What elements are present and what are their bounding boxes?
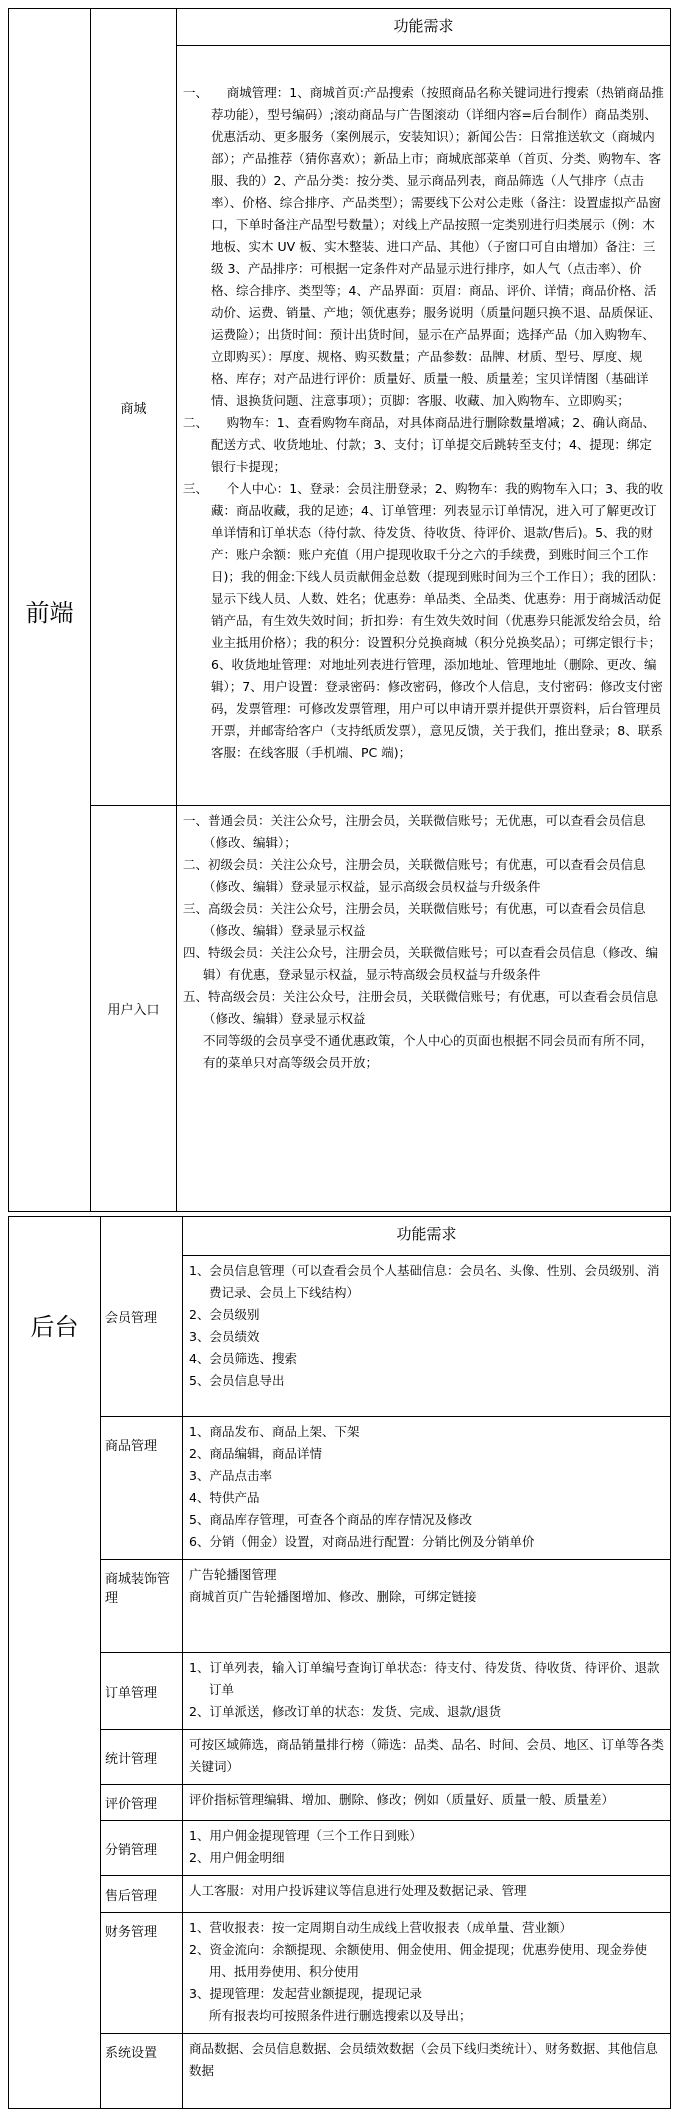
member-level-1: 一、普通会员：关注公众号，注册会员，关联微信账号；无优惠，可以查看会员信息（修改、编辑）； (183, 813, 646, 850)
backend-header-cell (183, 1217, 671, 1256)
mall-item-2: 二、 购物车：1、查看购物车商品，对具体商品进行删除数量增减；2、确认商品、配送方式、收货地址、付款；3、支付；订单提交后跳转至支付；4、提现：绑定银行卡提现； (183, 415, 656, 474)
member-level-2: 二、初级会员：关注公众号，注册会员，关联微信账号；有优惠，可以查看会员信息（修改、编辑）登录显示权益，显示高级会员权益与升级条件 (183, 857, 646, 894)
review-mgmt-category-cell (101, 1785, 183, 1821)
frontend-section-cell (9, 9, 91, 1212)
finance-mgmt-category: 财务管理 (105, 1925, 158, 1940)
member-mgmt-item-5: 5、会员信息导出 (189, 1373, 285, 1388)
frontend-header: 功能需求 (393, 17, 454, 35)
system-settings-line: 商品数据、会员信息数据、会员绩效数据（会员下线归类统计）、财务数据、其他信息数据 (189, 2041, 658, 2078)
mall-item-3: 三、 个人中心：1、登录：会员注册登录；2、购物车：我的购物车入口；3、我的收藏：商品收藏，我的足迹；4、订单管理：列表显示订单情况，进入可了解更改订单详情和订单状态（待付款、待发货、待收货、待评价、退款/售后)。5、我的财产：账户余额：账户充值（用户提现收取千分之六的手续费，到账时间三个工作日)；我的佣金:下线人员贡献佣金总数（提现到账时间为三个工作日）；我的团队：显示下线人员、人数、姓名；优惠券：单品类、全品类、优惠券：用于商城活动促销产品，有生效失效时间；折扣券：有生效失效时间（优惠券只能派发给会员，给业主抵用价格）；我的积分：设置积分兑换商城（积分兑换奖品）；可绑定银行卡；6、收货地址管理：对地址列表进行管理，添加地址、管理地址（删除、更改、编辑）；7、用户设置：登录密码：修改密码，修改个人信息，支付密码：修改支付密码，发票管理：可修改发票管理，用户可以申请开票并提供开票资料，后台管理员开票，并邮寄给客户（支持纸质发票），意见反馈，关于我们，推出登录；8、联系客服：在线客服（手机端、PC 端)； (183, 481, 664, 760)
review-mgmt-content (183, 1785, 671, 1821)
member-note: 不同等级的会员享受不通优惠政策，个人中心的页面也根据不同会员而有所不同，有的菜单只对高等级会员开放； (203, 1033, 654, 1070)
stats-mgmt-category-cell (101, 1730, 183, 1785)
frontend-section-label: 前端 (25, 598, 74, 627)
member-mgmt-item-2: 2、会员级别 (189, 1307, 260, 1322)
finance-mgmt-item-3: 3、提现管理：发起营业额提现，提现记录 (189, 1986, 422, 2001)
backend-section-label: 后台 (30, 1313, 79, 1341)
stats-mgmt-category: 统计管理 (105, 1751, 158, 1767)
member-mgmt-category-cell (101, 1217, 183, 1417)
aftersale-mgmt-content (183, 1876, 671, 1913)
mall-content-cell (177, 46, 671, 806)
dist-mgmt-item-2: 2、用户佣金明细 (189, 1850, 285, 1865)
dist-mgmt-content (183, 1821, 671, 1876)
product-mgmt-category: 商品管理 (105, 1439, 158, 1454)
decor-mgmt-content (183, 1560, 671, 1653)
backend-section-cell (9, 1217, 101, 2109)
finance-mgmt-note: 所有报表均可按照条件进行删选搜索以及导出； (209, 2008, 472, 2023)
product-mgmt-item-6: 6、分销（佣金）设置，对商品进行配置：分销比例及分销单价 (189, 1534, 535, 1549)
order-mgmt-content (183, 1653, 671, 1730)
product-mgmt-category-cell (101, 1417, 183, 1560)
finance-mgmt-category-cell (101, 1913, 183, 2034)
stats-mgmt-line: 可按区域筛选，商品销量排行榜（筛选：品类、品名、时间、会员、地区、订单等各类关键词） (189, 1737, 665, 1774)
review-mgmt-line: 评价指标管理编辑、增加、删除、修改；例如（质量好、质量一般、质量差） (189, 1792, 615, 1807)
frontend-header-cell (177, 9, 671, 46)
member-level-5: 五、特高级会员：关注公众号，注册会员，关联微信账号；有优惠，可以查看会员信息（修改、编辑）登录显示权益 (183, 989, 659, 1026)
member-mgmt-category: 会员管理 (105, 1311, 158, 1326)
finance-mgmt-content (183, 1913, 671, 2034)
backend-header: 功能需求 (396, 1225, 457, 1243)
decor-mgmt-line-2: 商城首页广告轮播图增加、修改、删除，可绑定链接 (189, 1589, 477, 1604)
product-mgmt-item-4: 4、特供产品 (189, 1490, 260, 1505)
member-mgmt-item-1: 1、会员信息管理（可以查看会员个人基础信息：会员名、头像、性别、会员级别、消费记录、会员上下线结构） (189, 1263, 660, 1300)
user-entry-category-label: 用户入口 (107, 1003, 160, 1018)
system-settings-content (183, 2034, 671, 2109)
user-entry-content-cell (177, 806, 671, 1212)
frontend-table (8, 8, 671, 1212)
product-mgmt-item-3: 3、产品点击率 (189, 1468, 272, 1483)
decor-mgmt-category-cell (101, 1560, 183, 1653)
system-settings-category: 系统设置 (105, 2046, 158, 2061)
member-mgmt-content (183, 1256, 671, 1417)
member-mgmt-item-4: 4、会员筛选、搜索 (189, 1351, 297, 1366)
order-mgmt-item-1: 1、订单列表，输入订单编号查询订单状态：待支付、待发货、待收货、待评价、退款订单 (189, 1660, 660, 1697)
order-mgmt-item-2: 2、订单派送，修改订单的状态：发货、完成、退款/退货 (189, 1704, 502, 1719)
finance-mgmt-item-2: 2、资金流向：余额提现、余额使用、佣金使用、佣金提现；优惠券使用、现金券使用、抵用券使用、积分使用 (189, 1942, 647, 1979)
aftersale-mgmt-category: 售后管理 (105, 1888, 158, 1904)
aftersale-mgmt-category-cell (101, 1876, 183, 1913)
member-mgmt-item-3: 3、会员绩效 (189, 1329, 260, 1344)
user-entry-category-cell (91, 806, 177, 1212)
stats-mgmt-content (183, 1730, 671, 1785)
system-settings-category-cell (101, 2034, 183, 2109)
dist-mgmt-category: 分销管理 (105, 1842, 158, 1858)
product-mgmt-item-1: 1、商品发布、商品上架、下架 (189, 1424, 360, 1439)
product-mgmt-content (183, 1417, 671, 1560)
backend-table (8, 1216, 671, 2109)
mall-item-1: 一、 商城管理：1、商城首页:产品搜索（按照商品名称关键词进行搜索（热销商品推荐功能），型号编码）;滚动商品与广告图滚动（详细内容=后台制作）商品类别、优惠活动、更多服务（案例展示，安装知识）；新闻公告：日常推送软文（商城内部）；产品推荐（猜你喜欢）；新品上市；商城底部菜单（首页、分类、购物车、客服、我的）2、产品分类：按分类、显示商品列表，商品筛选（人气排序（点击率）、价格、综合排序、产品类型）；需要线下公对公走账（备注：设置虚拟产品窗口，下单时备注产品型号数量）；对线上产品按照一定类别进行归类展示（例：木地板、实木 UV 板、实木整装、进口产品、其他）（子窗口可自由增加）备注：三级 3、产品排序：可根据一定条件对产品显示进行排序，如人气（点击率）、价格、综合排序、类型等；4、产品界面：页眉：商品、评价、详情；商品价格、活动价、运费、销量、产地；领优惠券；服务说明（质量问题只换不退、品质保证、运费险）；出货时间：预计出货时间，显示在产品界面；选择产品（加入购物车、立即购买）：厚度、规格、购买数量；产品参数：品牌、材质、型号、厚度、规格、库存；对产品进行评价：质量好、质量一般、质量差；宝贝详情图（基础详情、退换货问题、注意事项）；页脚：客服、收藏、加入购物车、立即购买； (183, 85, 664, 408)
product-mgmt-item-2: 2、商品编辑，商品详情 (189, 1446, 322, 1461)
dist-mgmt-category-cell (101, 1821, 183, 1876)
mall-category-label: 商城 (120, 401, 147, 417)
mall-category-cell (91, 9, 177, 806)
member-level-3: 三、高级会员：关注公众号，注册会员，关联微信账号；有优惠，可以查看会员信息（修改、编辑）登录显示权益 (183, 901, 646, 938)
product-mgmt-item-5: 5、商品库存管理，可查各个商品的库存情况及修改 (189, 1512, 472, 1527)
review-mgmt-category: 评价管理 (105, 1797, 158, 1812)
member-level-4: 四、特级会员：关注公众号，注册会员，关联微信账号；可以查看会员信息（修改、编辑）有优惠，登录显示权益，显示特高级会员权益与升级条件 (183, 945, 659, 982)
decor-mgmt-category: 商城装饰管理 (105, 1572, 171, 1606)
order-mgmt-category: 订单管理 (105, 1685, 158, 1701)
decor-mgmt-line-1: 广告轮播图管理 (189, 1567, 277, 1582)
dist-mgmt-item-1: 1、用户佣金提现管理（三个工作日到账） (189, 1828, 422, 1843)
order-mgmt-category-cell (101, 1653, 183, 1730)
aftersale-mgmt-line: 人工客服：对用户投诉建议等信息进行处理及数据记录、管理 (189, 1883, 527, 1898)
finance-mgmt-item-1: 1、营收报表：按一定周期自动生成线上营收报表（成单量、营业额） (189, 1920, 572, 1935)
